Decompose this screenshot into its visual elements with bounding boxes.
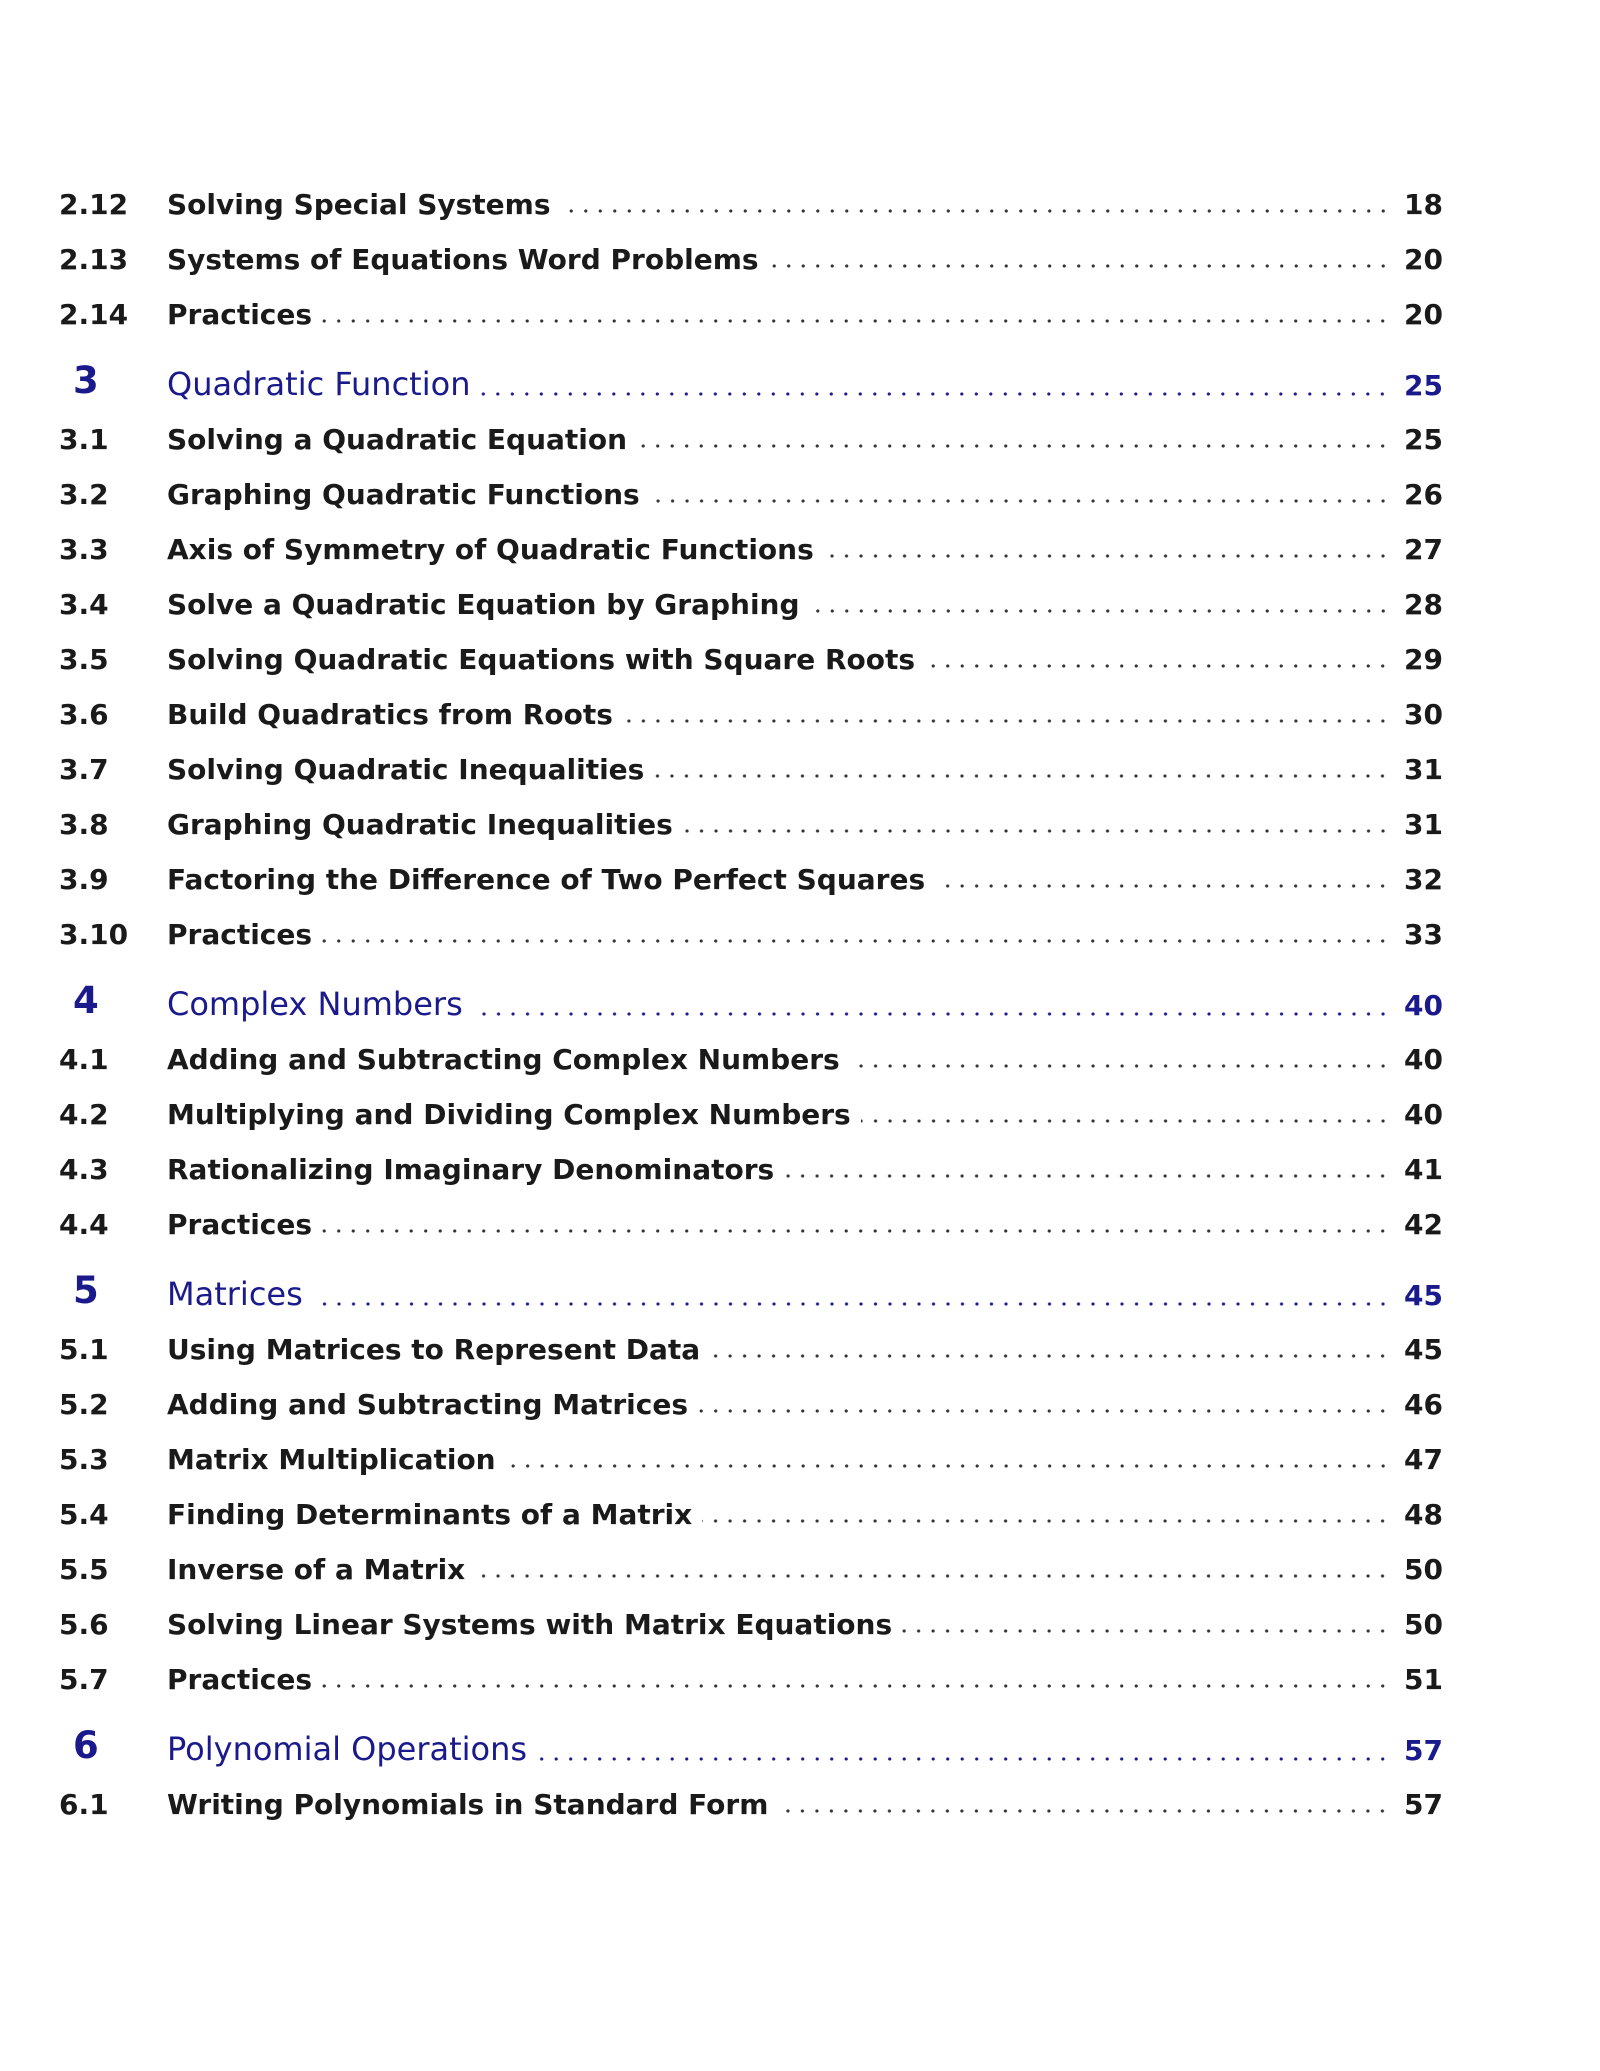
toc-section-row[interactable]: [0, 1323, 1600, 1378]
section-title[interactable]: Systems of Equations Word Problems: [167, 243, 759, 276]
toc-entry[interactable]: [167, 698, 1443, 732]
toc-section-row[interactable]: [0, 1143, 1600, 1198]
toc-section-row[interactable]: [0, 1598, 1600, 1653]
section-title[interactable]: Solving Special Systems: [167, 188, 551, 221]
toc-entry[interactable]: [167, 1153, 1443, 1187]
toc-section-row[interactable]: [0, 688, 1600, 743]
dot-leader: [702, 1518, 1390, 1524]
section-title[interactable]: Adding and Subtracting Complex Numbers: [167, 1043, 840, 1076]
section-title[interactable]: Solve a Quadratic Equation by Graphing: [167, 588, 800, 621]
toc-entry[interactable]: [167, 1663, 1443, 1697]
section-title[interactable]: Inverse of a Matrix: [167, 1553, 466, 1586]
section-title[interactable]: Factoring the Difference of Two Perfect Squares: [167, 863, 926, 896]
section-title[interactable]: Graphing Quadratic Inequalities: [167, 808, 673, 841]
toc-section-row[interactable]: [0, 288, 1600, 343]
page-number[interactable]: 48: [1404, 1498, 1443, 1531]
toc-chapter-row[interactable]: [0, 353, 1600, 413]
dot-leader: [561, 208, 1391, 214]
page-number[interactable]: 31: [1404, 753, 1443, 786]
dot-leader: [506, 1463, 1390, 1469]
toc-entry[interactable]: [167, 243, 1443, 277]
page-number[interactable]: 31: [1404, 808, 1443, 841]
dot-leader: [710, 1353, 1390, 1359]
section-number: 2.13: [59, 243, 129, 276]
section-number: 5.1: [59, 1333, 109, 1366]
section-number: 4.1: [59, 1043, 109, 1076]
section-title[interactable]: Finding Determinants of a Matrix: [167, 1498, 693, 1531]
section-title[interactable]: Solving Quadratic Inequalities: [167, 753, 645, 786]
toc-entry[interactable]: [167, 1275, 1443, 1315]
section-number: 3.10: [59, 918, 129, 951]
page-number[interactable]: 20: [1404, 298, 1443, 331]
toc-section-row[interactable]: [0, 1378, 1600, 1433]
section-number: 3.3: [59, 533, 109, 566]
dot-leader: [650, 498, 1390, 504]
toc-chapter-row[interactable]: [0, 1718, 1600, 1778]
section-number: 5.4: [59, 1498, 109, 1531]
page-number[interactable]: 46: [1404, 1388, 1443, 1421]
toc-section-row[interactable]: [0, 1488, 1600, 1543]
section-title[interactable]: Practices: [167, 1208, 313, 1241]
section-number: 3.5: [59, 643, 109, 676]
page-number[interactable]: 40: [1404, 1098, 1443, 1131]
chapter-title[interactable]: Polynomial Operations: [167, 1730, 528, 1768]
page-number[interactable]: 33: [1404, 918, 1443, 951]
section-number: 4.3: [59, 1153, 109, 1186]
dot-leader: [537, 1756, 1390, 1762]
section-number: 5.7: [59, 1663, 109, 1696]
chapter-title[interactable]: Matrices: [167, 1275, 303, 1313]
toc-section-row[interactable]: [0, 413, 1600, 468]
page-number[interactable]: 57: [1404, 1788, 1443, 1821]
toc-entry[interactable]: [167, 365, 1443, 405]
toc-section-row[interactable]: [0, 1198, 1600, 1253]
section-title[interactable]: Graphing Quadratic Functions: [167, 478, 640, 511]
dot-leader: [322, 1683, 1390, 1689]
toc-section-row[interactable]: [0, 853, 1600, 908]
toc-section-row[interactable]: [0, 1433, 1600, 1488]
page-number[interactable]: 20: [1404, 243, 1443, 276]
page-number[interactable]: 32: [1404, 863, 1443, 896]
toc-entry[interactable]: [167, 918, 1443, 952]
section-title[interactable]: Writing Polynomials in Standard Form: [167, 1788, 769, 1821]
section-number: 5.5: [59, 1553, 109, 1586]
toc-section-row[interactable]: [0, 523, 1600, 578]
toc-entry[interactable]: [167, 643, 1443, 677]
toc-section-row[interactable]: [0, 1033, 1600, 1088]
dot-leader: [784, 1173, 1390, 1179]
toc-section-row[interactable]: [0, 578, 1600, 633]
toc-entry[interactable]: [167, 1553, 1443, 1587]
section-title[interactable]: Rationalizing Imaginary Denominators: [167, 1153, 775, 1186]
section-title[interactable]: Practices: [167, 918, 313, 951]
section-title[interactable]: Practices: [167, 1663, 313, 1696]
toc-entry[interactable]: [167, 1333, 1443, 1367]
toc-chapter-row[interactable]: [0, 973, 1600, 1033]
page-number[interactable]: 28: [1404, 588, 1443, 621]
toc-section-row[interactable]: [0, 633, 1600, 688]
toc-chapter-row[interactable]: [0, 1263, 1600, 1323]
chapter-number: 3: [73, 359, 99, 402]
toc-entry[interactable]: [167, 1498, 1443, 1532]
page-number[interactable]: 45: [1404, 1279, 1443, 1312]
page-number[interactable]: 40: [1404, 1043, 1443, 1076]
chapter-number: 5: [73, 1269, 99, 1312]
dot-leader: [902, 1628, 1390, 1634]
toc-section-row[interactable]: [0, 798, 1600, 853]
section-number: 3.9: [59, 863, 109, 896]
section-number: 2.14: [59, 298, 129, 331]
chapter-title[interactable]: Quadratic Function: [167, 365, 471, 403]
dot-leader: [861, 1118, 1390, 1124]
dot-leader: [769, 263, 1390, 269]
section-number: 2.12: [59, 188, 129, 221]
chapter-title[interactable]: Complex Numbers: [167, 985, 463, 1023]
toc-entry[interactable]: [167, 753, 1443, 787]
section-title[interactable]: Build Quadratics from Roots: [167, 698, 613, 731]
dot-leader: [313, 1301, 1390, 1307]
toc-entry[interactable]: [167, 1608, 1443, 1642]
toc-entry[interactable]: [167, 1043, 1443, 1077]
page-number[interactable]: 50: [1404, 1553, 1443, 1586]
toc-entry[interactable]: [167, 1730, 1443, 1770]
page-number[interactable]: 18: [1404, 188, 1443, 221]
page-number[interactable]: 25: [1404, 369, 1443, 402]
section-number: 6.1: [59, 1788, 109, 1821]
section-number: 4.4: [59, 1208, 109, 1241]
dot-leader: [810, 608, 1391, 614]
dot-leader: [778, 1808, 1390, 1814]
toc-entry[interactable]: [167, 1388, 1443, 1422]
page-number[interactable]: 47: [1404, 1443, 1443, 1476]
dot-leader: [698, 1408, 1390, 1414]
dot-leader: [475, 1573, 1390, 1579]
page-number[interactable]: 57: [1404, 1734, 1443, 1767]
page-number[interactable]: 41: [1404, 1153, 1443, 1186]
toc-entry[interactable]: [167, 188, 1443, 222]
toc-section-row[interactable]: [0, 1088, 1600, 1143]
toc-section-row[interactable]: [0, 743, 1600, 798]
toc-entry[interactable]: [167, 1208, 1443, 1242]
toc-entry[interactable]: [167, 985, 1443, 1025]
toc-entry[interactable]: [167, 1788, 1443, 1822]
toc-section-row[interactable]: [0, 468, 1600, 523]
page-number[interactable]: 50: [1404, 1608, 1443, 1641]
section-number: 4.2: [59, 1098, 109, 1131]
dot-leader: [850, 1063, 1390, 1069]
table-of-contents: [0, 178, 1600, 1833]
chapter-number: 4: [73, 979, 99, 1022]
dot-leader: [322, 1228, 1390, 1234]
page-number[interactable]: 45: [1404, 1333, 1443, 1366]
section-number: 5.2: [59, 1388, 109, 1421]
toc-entry[interactable]: [167, 533, 1443, 567]
dot-leader: [654, 773, 1390, 779]
page-number[interactable]: 51: [1404, 1663, 1443, 1696]
page-number[interactable]: 42: [1404, 1208, 1443, 1241]
toc-entry[interactable]: [167, 588, 1443, 622]
dot-leader: [637, 443, 1390, 449]
section-title[interactable]: Adding and Subtracting Matrices: [167, 1388, 689, 1421]
section-title[interactable]: Solving Quadratic Equations with Square Roots: [167, 643, 916, 676]
page-number[interactable]: 30: [1404, 698, 1443, 731]
toc-section-row[interactable]: [0, 178, 1600, 233]
page-number[interactable]: 40: [1404, 989, 1443, 1022]
section-title[interactable]: Matrix Multiplication: [167, 1443, 496, 1476]
dot-leader: [935, 883, 1390, 889]
toc-entry[interactable]: [167, 1443, 1443, 1477]
dot-leader: [824, 553, 1390, 559]
toc-entry[interactable]: [167, 1098, 1443, 1132]
section-title[interactable]: Practices: [167, 298, 313, 331]
section-number: 3.6: [59, 698, 109, 731]
dot-leader: [925, 663, 1390, 669]
toc-section-row[interactable]: [0, 1653, 1600, 1708]
section-number: 3.8: [59, 808, 109, 841]
dot-leader: [322, 318, 1390, 324]
toc-entry[interactable]: [167, 298, 1443, 332]
section-number: 3.4: [59, 588, 109, 621]
toc-section-row[interactable]: [0, 1543, 1600, 1598]
section-number: 5.3: [59, 1443, 109, 1476]
page-number[interactable]: 27: [1404, 533, 1443, 566]
section-title[interactable]: Using Matrices to Represent Data: [167, 1333, 701, 1366]
toc-section-row[interactable]: [0, 908, 1600, 963]
section-title[interactable]: Axis of Symmetry of Quadratic Functions: [167, 533, 814, 566]
section-number: 3.7: [59, 753, 109, 786]
toc-entry[interactable]: [167, 863, 1443, 897]
page-number[interactable]: 29: [1404, 643, 1443, 676]
section-number: 3.2: [59, 478, 109, 511]
section-number: 3.1: [59, 423, 109, 456]
toc-entry[interactable]: [167, 478, 1443, 512]
section-title[interactable]: Multiplying and Dividing Complex Numbers: [167, 1098, 851, 1131]
page-number[interactable]: 25: [1404, 423, 1443, 456]
dot-leader: [473, 1011, 1390, 1017]
section-number: 5.6: [59, 1608, 109, 1641]
chapter-number: 6: [73, 1724, 99, 1767]
toc-entry[interactable]: [167, 423, 1443, 457]
dot-leader: [322, 938, 1390, 944]
toc-entry[interactable]: [167, 808, 1443, 842]
page-number[interactable]: 26: [1404, 478, 1443, 511]
toc-section-row[interactable]: [0, 233, 1600, 288]
section-title[interactable]: Solving a Quadratic Equation: [167, 423, 628, 456]
dot-leader: [623, 718, 1390, 724]
toc-section-row[interactable]: [0, 1778, 1600, 1833]
dot-leader: [480, 391, 1390, 397]
dot-leader: [683, 828, 1390, 834]
section-title[interactable]: Solving Linear Systems with Matrix Equations: [167, 1608, 893, 1641]
